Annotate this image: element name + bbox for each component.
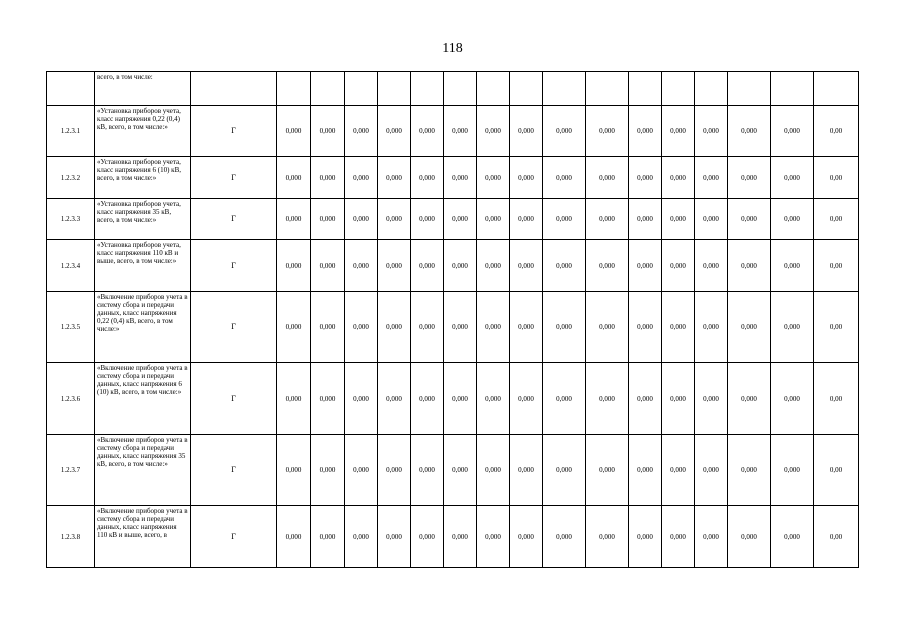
value-cell: 0,000 [345,106,378,157]
value-cell: 0,000 [510,506,543,568]
value-cell: 0,000 [543,363,586,435]
table-row [47,72,859,106]
value-cell: 0,000 [510,292,543,363]
value-cell: 0,000 [277,157,311,199]
empty-cell [728,72,771,106]
row-code-cell: 1.2.3.3 [47,199,95,240]
value-cell: 0,000 [277,199,311,240]
row-name-cell: всего, в том числе: [95,72,191,106]
value-cell: 0,000 [345,506,378,568]
value-cell: 0,000 [378,157,411,199]
value-cell: 0,000 [411,157,444,199]
value-cell: 0,000 [311,363,345,435]
value-cell: 0,000 [477,157,510,199]
table-row [47,157,859,199]
empty-cell [444,72,477,106]
value-cell: 0,000 [662,363,695,435]
value-cell: 0,000 [277,506,311,568]
empty-cell [543,72,586,106]
value-cell: 0,00 [814,363,859,435]
value-cell: 0,000 [543,435,586,506]
empty-cell [586,72,629,106]
empty-cell [191,72,277,106]
row-unit-cell: Г [191,240,277,292]
value-cell: 0,000 [345,240,378,292]
row-name-cell: «Установка приборов учета, класс напряжения 0,22 (0,4) кВ, всего, в том числе:» [95,106,191,157]
value-cell: 0,000 [695,506,728,568]
row-unit-cell: Г [191,106,277,157]
empty-cell [477,72,510,106]
row-name-cell: «Включение приборов учета в систему сбора и передачи данных, класс напряжения 0,22 (0,4) кВ, всего, в том числе:» [95,292,191,363]
value-cell: 0,000 [629,435,662,506]
value-cell: 0,000 [311,199,345,240]
value-cell: 0,000 [311,157,345,199]
value-cell: 0,000 [477,435,510,506]
value-cell: 0,00 [814,292,859,363]
value-cell: 0,000 [510,157,543,199]
value-cell: 0,000 [477,506,510,568]
row-name-cell: «Включение приборов учета в систему сбора и передачи данных, класс напряжения 110 кВ и выше, всего, в [95,506,191,568]
value-cell: 0,000 [277,106,311,157]
value-cell: 0,000 [444,292,477,363]
value-cell: 0,000 [543,292,586,363]
value-cell: 0,000 [444,157,477,199]
row-unit-cell: Г [191,199,277,240]
row-unit-cell: Г [191,292,277,363]
value-cell: 0,000 [378,292,411,363]
empty-cell [814,72,859,106]
row-name-cell: «Включение приборов учета в систему сбора и передачи данных, класс напряжения 6 (10) кВ, всего, в том числе:» [95,363,191,435]
value-cell: 0,000 [771,157,814,199]
value-cell: 0,00 [814,240,859,292]
value-cell: 0,000 [586,363,629,435]
value-cell: 0,00 [814,506,859,568]
value-cell: 0,000 [771,240,814,292]
value-cell: 0,000 [728,199,771,240]
value-cell: 0,000 [543,240,586,292]
value-cell: 0,000 [629,157,662,199]
value-cell: 0,000 [444,435,477,506]
empty-cell [510,72,543,106]
row-code-cell: 1.2.3.6 [47,363,95,435]
row-name-cell: «Включение приборов учета в систему сбора и передачи данных, класс напряжения 35 кВ, всего, в том числе:» [95,435,191,506]
value-cell: 0,000 [411,106,444,157]
value-cell: 0,000 [444,240,477,292]
value-cell: 0,000 [629,506,662,568]
empty-cell [695,72,728,106]
value-cell: 0,000 [345,435,378,506]
table-row [47,240,859,292]
value-cell: 0,000 [277,292,311,363]
value-cell: 0,000 [771,363,814,435]
value-cell: 0,000 [510,106,543,157]
value-cell: 0,000 [378,199,411,240]
row-code-cell: 1.2.3.1 [47,106,95,157]
value-cell: 0,000 [311,506,345,568]
row-code-cell: 1.2.3.8 [47,506,95,568]
value-cell: 0,000 [728,240,771,292]
value-cell: 0,000 [586,106,629,157]
value-cell: 0,000 [444,106,477,157]
value-cell: 0,000 [411,435,444,506]
value-cell: 0,000 [311,240,345,292]
empty-cell [411,72,444,106]
value-cell: 0,000 [586,435,629,506]
value-cell: 0,000 [477,199,510,240]
value-cell: 0,000 [662,106,695,157]
value-cell: 0,000 [771,435,814,506]
value-cell: 0,000 [378,363,411,435]
value-cell: 0,000 [629,240,662,292]
value-cell: 0,000 [477,106,510,157]
value-cell: 0,00 [814,435,859,506]
value-cell: 0,000 [411,363,444,435]
table-row [47,435,859,506]
value-cell: 0,000 [311,435,345,506]
value-cell: 0,000 [771,199,814,240]
empty-cell [378,72,411,106]
value-cell: 0,000 [771,106,814,157]
value-cell: 0,000 [771,292,814,363]
row-code-cell: 1.2.3.7 [47,435,95,506]
value-cell: 0,000 [662,199,695,240]
value-cell: 0,000 [345,199,378,240]
value-cell: 0,000 [277,363,311,435]
row-code-cell: 1.2.3.2 [47,157,95,199]
value-cell: 0,000 [629,199,662,240]
value-cell: 0,000 [662,157,695,199]
value-cell: 0,000 [629,106,662,157]
value-cell: 0,000 [586,157,629,199]
value-cell: 0,000 [662,506,695,568]
row-name-cell: «Установка приборов учета, класс напряжения 35 кВ, всего, в том числе:» [95,199,191,240]
value-cell: 0,000 [586,199,629,240]
value-cell: 0,000 [662,292,695,363]
empty-cell [311,72,345,106]
row-unit-cell: Г [191,363,277,435]
empty-cell [662,72,695,106]
value-cell: 0,000 [311,106,345,157]
value-cell: 0,000 [543,506,586,568]
value-cell: 0,000 [510,199,543,240]
value-cell: 0,000 [629,363,662,435]
value-cell: 0,000 [345,292,378,363]
value-cell: 0,000 [586,292,629,363]
value-cell: 0,000 [444,363,477,435]
value-cell: 0,000 [586,506,629,568]
value-cell: 0,000 [277,435,311,506]
value-cell: 0,00 [814,199,859,240]
value-cell: 0,000 [695,435,728,506]
empty-cell [277,72,311,106]
value-cell: 0,000 [728,435,771,506]
value-cell: 0,000 [510,435,543,506]
empty-cell [345,72,378,106]
row-code-cell [47,72,95,106]
table-row [47,199,859,240]
value-cell: 0,000 [662,435,695,506]
value-cell: 0,000 [695,363,728,435]
row-unit-cell: Г [191,157,277,199]
page-number: 118 [442,41,463,56]
value-cell: 0,000 [728,363,771,435]
value-cell: 0,000 [444,199,477,240]
value-cell: 0,000 [662,240,695,292]
empty-cell [629,72,662,106]
value-cell: 0,000 [695,157,728,199]
value-cell: 0,000 [311,292,345,363]
value-cell: 0,000 [345,157,378,199]
value-cell: 0,000 [411,199,444,240]
row-name-cell: «Установка приборов учета, класс напряжения 6 (10) кВ, всего, в том числе:» [95,157,191,199]
data-table [46,71,859,568]
value-cell: 0,000 [510,363,543,435]
table-row [47,363,859,435]
value-cell: 0,000 [411,292,444,363]
value-cell: 0,000 [378,435,411,506]
value-cell: 0,00 [814,106,859,157]
value-cell: 0,000 [728,506,771,568]
value-cell: 0,000 [586,240,629,292]
value-cell: 0,000 [543,106,586,157]
table-row [47,106,859,157]
value-cell: 0,00 [814,157,859,199]
value-cell: 0,000 [477,363,510,435]
value-cell: 0,000 [695,199,728,240]
row-code-cell: 1.2.3.5 [47,292,95,363]
value-cell: 0,000 [378,240,411,292]
value-cell: 0,000 [277,240,311,292]
value-cell: 0,000 [695,292,728,363]
value-cell: 0,000 [411,506,444,568]
value-cell: 0,000 [771,506,814,568]
value-cell: 0,000 [510,240,543,292]
value-cell: 0,000 [695,106,728,157]
value-cell: 0,000 [345,363,378,435]
value-cell: 0,000 [378,506,411,568]
value-cell: 0,000 [444,506,477,568]
table-row [47,292,859,363]
table-row [47,506,859,568]
value-cell: 0,000 [728,292,771,363]
value-cell: 0,000 [543,157,586,199]
row-unit-cell: Г [191,435,277,506]
row-name-cell: «Установка приборов учета, класс напряжения 110 кВ и выше, всего, в том числе:» [95,240,191,292]
value-cell: 0,000 [477,292,510,363]
value-cell: 0,000 [629,292,662,363]
value-cell: 0,000 [378,106,411,157]
value-cell: 0,000 [543,199,586,240]
row-code-cell: 1.2.3.4 [47,240,95,292]
value-cell: 0,000 [477,240,510,292]
empty-cell [771,72,814,106]
value-cell: 0,000 [411,240,444,292]
table-body [47,72,859,568]
row-unit-cell: Г [191,506,277,568]
value-cell: 0,000 [728,106,771,157]
value-cell: 0,000 [728,157,771,199]
value-cell: 0,000 [695,240,728,292]
